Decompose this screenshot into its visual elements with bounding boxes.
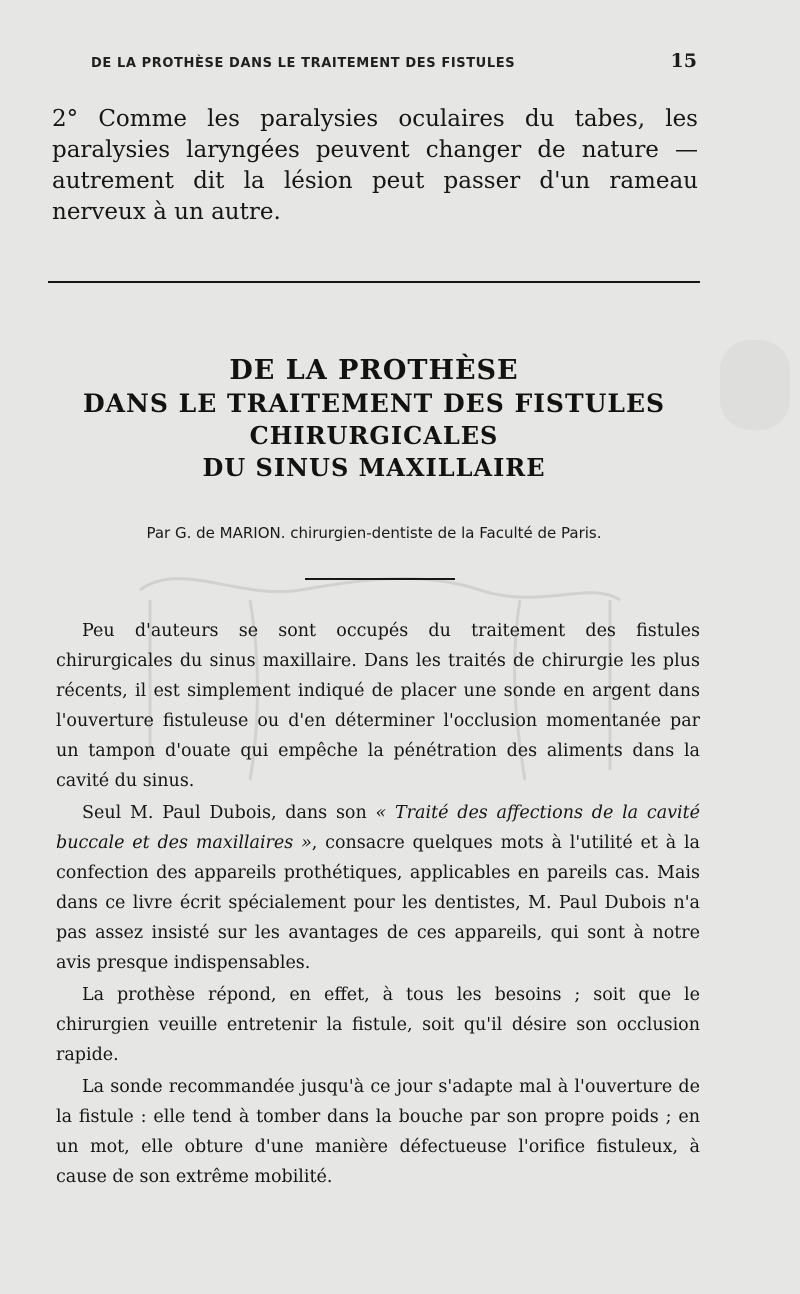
title-line-2: DANS LE TRAITEMENT DES FISTULES bbox=[82, 389, 666, 418]
body-paragraph-3: La prothèse répond, en effet, à tous les besoins ; soit que le chirurgien veuille entretenir la fistule, soit qu'il désire son occlusion rapide. bbox=[56, 985, 700, 1065]
body-paragraph-2 bbox=[56, 798, 700, 978]
title-line-4: DU SINUS MAXILLAIRE bbox=[202, 453, 546, 482]
body-paragraph-4: La sonde recommandée jusqu'à ce jour s'adapte mal à l'ouverture de la fistule : elle tend à tomber dans la bouche par son propre poids ; en un mot, elle obture d'une manière défectueuse l'orifice fistuleux, à cause de son extrême mobilité. bbox=[56, 1077, 700, 1187]
running-header bbox=[91, 50, 701, 74]
section-divider bbox=[48, 281, 700, 283]
article-title bbox=[48, 354, 700, 484]
p2-tail: , consacre quelques mots à l'utilité et à la confection des appareils prothétiques, applicables en pareils cas. Mais dans ce livre écrit spécialement pour les dentistes, M. Paul Dubois n'a pas assez insisté sur les avantages de ces appareils, qui sont à notre avis presque indispensables. bbox=[56, 833, 700, 973]
page-number: 15 bbox=[670, 50, 697, 72]
title-line-1: DE LA PROTHÈSE bbox=[229, 355, 519, 386]
intro-paragraph: 2° Comme les paralysies oculaires du tabes, les paralysies laryngées peuvent changer de nature — autrement dit la lésion peut passer d'un rameau nerveux à un autre. bbox=[52, 106, 698, 225]
byline-divider bbox=[305, 578, 455, 580]
author-byline: Par G. de MARION. chirurgien-dentiste de la Faculté de Paris. bbox=[146, 524, 602, 542]
article-body bbox=[56, 616, 700, 1194]
running-head-text: DE LA PROTHÈSE DANS LE TRAITEMENT DES FISTULES bbox=[91, 56, 516, 71]
book-title: « Traité des affections de la cavité buccale et des maxillaires » bbox=[56, 803, 700, 853]
title-line-3: CHIRURGICALES bbox=[249, 421, 499, 450]
body-paragraph-1: Peu d'auteurs se sont occupés du traitement des fistules chirurgicales du sinus maxillaire. Dans les traités de chirurgie les plus récents, il est simplement indiqué de placer une sonde en argent dans l'ouverture fistuleuse ou d'en déterminer l'occlusion momentanée par un tampon d'ouate qui empêche la pénétration des aliments dans la cavité du sinus. bbox=[56, 621, 700, 791]
p2-lead: Seul M. Paul Dubois, dans son bbox=[82, 803, 376, 823]
